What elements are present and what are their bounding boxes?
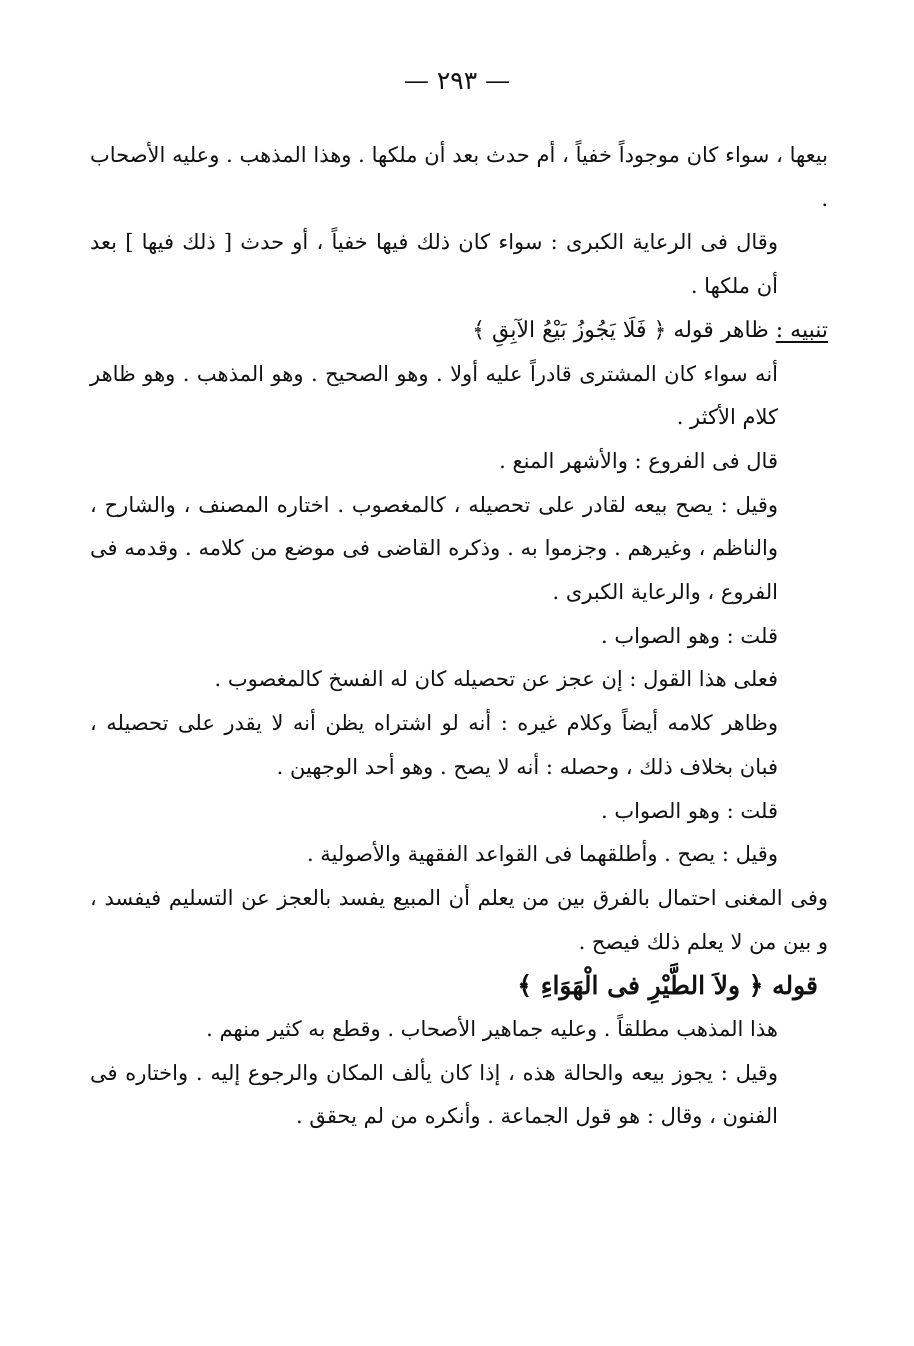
paragraph: وقيل : يجوز بيعه والحالة هذه ، إذا كان يألف المكان والرجوع إليه . واختاره فى الفنون ، وقال : هو قول الجماعة . وأنكره من لم يحقق . [90, 1060, 778, 1129]
tanbih-paragraph [90, 309, 828, 353]
paragraph: وفى المغنى احتمال بالفرق بين من يعلم أن المبيع يفسد بالعجز عن التسليم فيفسد ، و بين من لا يعلم ذلك فيصح . [90, 885, 828, 954]
paragraph: أنه سواء كان المشترى قادراً عليه أولا . وهو الصحيح . وهو المذهب . وهو ظاهر كلام الأكثر . [90, 361, 778, 430]
section-heading: قوله ﴿ ولاَ الطَّيْرِ فى الْهَوَاءِ ﴾ [517, 971, 818, 1001]
paragraph: هذا المذهب مطلقاً . وعليه جماهير الأصحاب . وقطع به كثير منهم . [206, 1017, 778, 1042]
paragraph: وقيل : يصح بيعه لقادر على تحصيله ، كالمغصوب . اختاره المصنف ، والشارح ، والناظم ، وغيرهم . وجزموا به . وذكره القاضى فى موضع من كلامه . وقدمه فى الفروع ، والرعاية الكبرى . [90, 492, 778, 605]
page-number: — ٢٩٣ — [403, 66, 511, 95]
paragraph: قال فى الفروع : والأشهر المنع . [499, 448, 778, 473]
paragraph: بيعها ، سواء كان موجوداً خفياً ، أم حدث بعد أن ملكها . وهذا المذهب . وعليه الأصحاب . [90, 143, 828, 211]
tanbih-text: ظاهر قوله ﴿ فَلَا يَجُوزُ بَيْعُ الآبِقِ ﴾ [472, 317, 776, 343]
paragraph: قلت : وهو الصواب . [600, 623, 778, 648]
paragraph: فعلى هذا القول : إن عجز عن تحصيله كان له الفسخ كالمغصوب . [214, 667, 778, 692]
paragraph: وظاهر كلامه أيضاً وكلام غيره : أنه لو اشتراه يظن أنه لا يقدر على تحصيله ، فبان بخلاف ذلك ، وحصله : أنه لا يصح . وهو أحد الوجهين . [90, 711, 778, 779]
page-body [90, 134, 828, 1139]
tanbih-label: تنبيه : [775, 317, 828, 343]
paragraph: قلت : وهو الصواب . [600, 798, 778, 823]
paragraph: وقيل : يصح . وأطلقهما فى القواعد الفقهية والأصولية . [306, 842, 778, 867]
paragraph: وقال فى الرعاية الكبرى : سواء كان ذلك فيها خفياً ، أو حدث [ ذلك فيها ] بعد أن ملكها . [90, 230, 778, 299]
